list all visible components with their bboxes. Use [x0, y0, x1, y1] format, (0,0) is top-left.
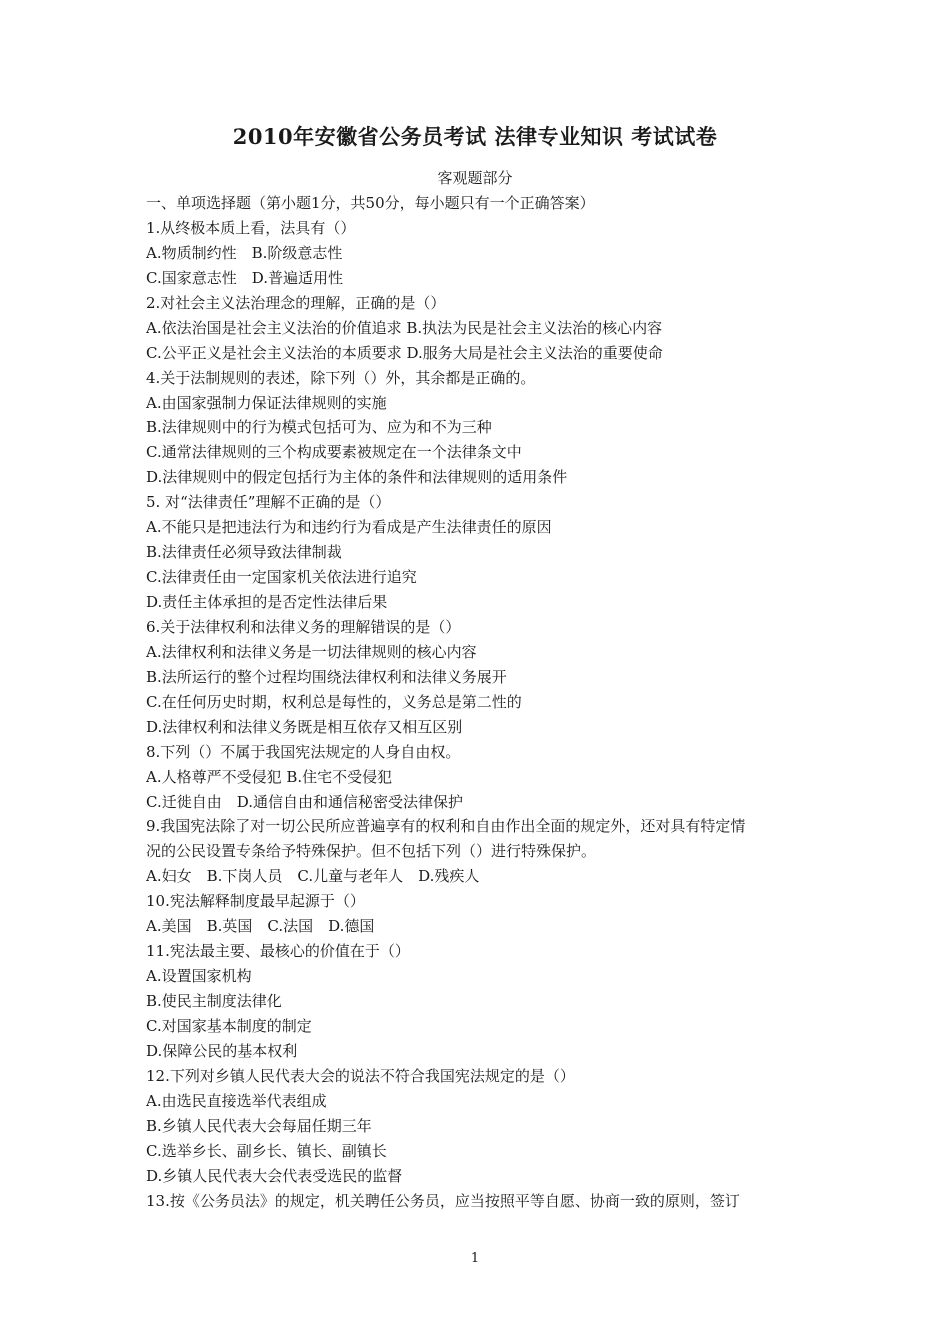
- text-line: 12.下列对乡镇人民代表大会的说法不符合我国宪法规定的是（）: [146, 1066, 575, 1085]
- text-line: B.法律责任必须导致法律制裁: [146, 543, 342, 562]
- text-line: 一、单项选择题（第小题1分，共50分，每小题只有一个正确答案）: [146, 194, 595, 212]
- text-line: B.乡镇人民代表大会每届任期三年: [146, 1116, 372, 1135]
- text-line: A.不能只是把违法行为和违约行为看成是产生法律责任的原因: [146, 518, 552, 537]
- document-body: [146, 191, 826, 1213]
- text-line: A.法律权利和法律义务是一切法律规则的核心内容: [146, 642, 477, 661]
- text-line: A.美国 B.英国 C.法国 D.德国: [146, 917, 375, 936]
- text-line: A.妇女 B.下岗人员 C.儿童与老年人 D.残疾人: [146, 867, 480, 886]
- document-title: 2010年安徽省公务员考试 法律专业知识 考试试卷: [232, 124, 718, 149]
- text-line: 1.从终极本质上看，法具有（）: [146, 218, 356, 237]
- text-line: 10.宪法解释制度最早起源于（）: [146, 892, 365, 911]
- text-line: C.通常法律规则的三个构成要素被规定在一个法律条文中: [146, 443, 522, 462]
- section-subtitle: 客观题部分: [437, 169, 513, 187]
- text-line: B.使民主制度法律化: [146, 992, 282, 1010]
- text-line: 2.对社会主义法治理念的理解，正确的是（）: [146, 293, 446, 312]
- text-line: C.对国家基本制度的制定: [146, 1016, 312, 1035]
- text-line: D.法律权利和法律义务既是相互依存又相互区别: [146, 717, 463, 736]
- text-line: C.迁徙自由 D.通信自由和通信秘密受法律保护: [146, 792, 463, 811]
- text-line: C.在任何历史时期，权利总是每性的，义务总是第二性的: [146, 692, 522, 711]
- text-line: A.由选民直接选举代表组成: [146, 1091, 327, 1110]
- text-line: 况的公民设置专条给予特殊保护。但不包括下列（）进行特殊保护。: [146, 842, 597, 861]
- text-line: 4.关于法制规则的表述，除下列（）外，其余都是正确的。: [146, 368, 536, 387]
- text-line: A.设置国家机构: [146, 967, 252, 986]
- text-line: B.法律规则中的行为模式包括可为、应为和不为三种: [146, 418, 492, 437]
- text-line: 6.关于法律权利和法律义务的理解错误的是（）: [146, 617, 461, 636]
- text-line: 13.按《公务员法》的规定，机关聘任公务员，应当按照平等自愿、协商一致的原则，签订: [146, 1191, 740, 1210]
- text-line: D.乡镇人民代表大会代表受选民的监督: [146, 1166, 403, 1185]
- text-line: D.责任主体承担的是否定性法律后果: [146, 593, 388, 611]
- text-line: D.法律规则中的假定包括行为主体的条件和法律规则的适用条件: [146, 468, 568, 487]
- text-line: A.人格尊严不受侵犯 B.住宅不受侵犯: [146, 767, 393, 786]
- text-line: 8.下列（）不属于我国宪法规定的人身自由权。: [146, 742, 461, 761]
- page-number: 1: [470, 1251, 480, 1266]
- text-line: C.法律责任由一定国家机关依法进行追究: [146, 568, 417, 587]
- text-line: 9.我国宪法除了对一切公民所应普遍享有的权利和自由作出全面的规定外，还对具有特定情: [146, 817, 746, 836]
- text-line: D.保障公民的基本权利: [146, 1041, 298, 1060]
- text-line: A.依法治国是社会主义法治的价值追求 B.执法为民是社会主义法治的核心内容: [146, 318, 663, 337]
- text-line: A.由国家强制力保证法律规则的实施: [146, 393, 387, 412]
- text-line: C.国家意志性 D.普遍适用性: [146, 268, 343, 287]
- text-line: 5. 对“法律责任”理解不正确的是（）: [146, 493, 391, 512]
- text-line: 11.宪法最主要、最核心的价值在于（）: [146, 942, 410, 961]
- text-line: C.公平正义是社会主义法治的本质要求 D.服务大局是社会主义法治的重要使命: [146, 343, 663, 362]
- text-line: A.物质制约性 B.阶级意志性: [146, 243, 343, 262]
- text-line: B.法所运行的整个过程均围绕法律权利和法律义务展开: [146, 667, 507, 686]
- text-line: C.选举乡长、副乡长、镇长、副镇长: [146, 1141, 387, 1160]
